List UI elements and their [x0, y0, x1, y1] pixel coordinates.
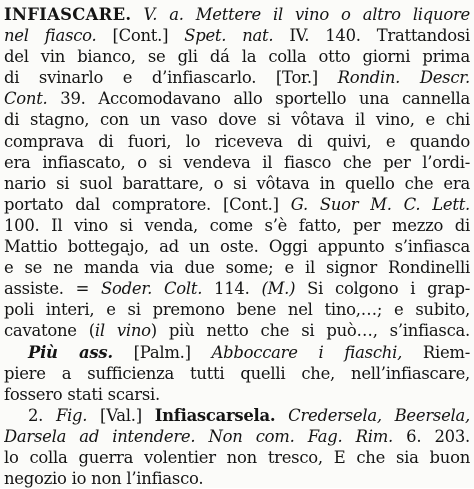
text-run: Si colgono i grap-	[295, 279, 470, 299]
text-run: piere a sufficienza tutti quelli che, nell’infiascare,	[4, 363, 470, 383]
styled-text-run: il vino	[94, 321, 151, 341]
entry-line	[4, 25, 470, 46]
styled-text-run: Rondin. Descr.	[337, 68, 470, 88]
text-run: era infiascato, o si vendeva il fiasco che per l’ordi-	[4, 152, 470, 172]
entry-line	[4, 131, 470, 152]
text-run: 100. Il vino si venda, come s’è fatto, per mezzo di	[4, 215, 470, 235]
text-run: fossero stati scarsi.	[4, 384, 160, 404]
entry-line	[4, 88, 470, 109]
entry-line	[4, 194, 470, 215]
text-run: 39. Accomodavano allo sportello una cannella	[47, 89, 470, 109]
entry-line	[4, 363, 470, 384]
text-run: ) più netto che si può…, s’infiasca.	[150, 321, 470, 341]
text-run: del vin bianco, se gli dá la colla otto giorni prima	[4, 47, 470, 67]
entry-line-sense-2	[4, 405, 470, 426]
text-run: 114.	[202, 279, 262, 299]
text-run: assiste. =	[4, 279, 102, 299]
styled-text-run: Credersela, Beersela,	[288, 405, 470, 425]
styled-text-run: V. a. Mettere il vino o altro liquore	[143, 5, 470, 24]
text-run: negozio io non l’infiasco.	[4, 469, 204, 489]
entry-line	[4, 46, 470, 67]
text-run: poli interi, e si premono bene nel tino,…; e subito,	[4, 300, 470, 320]
text-run: 6. 203.	[392, 426, 470, 446]
styled-text-run: G. Suor M. C. Lett.	[290, 194, 470, 214]
text-run: e se ne manda via due some; e il signor Rondinelli	[4, 258, 470, 278]
text-run: portato dal compratore. [Cont.]	[4, 194, 291, 214]
text-run: [Val.]	[87, 405, 155, 425]
entry-line-last	[4, 468, 470, 489]
entry-line-subsense-piu-ass	[4, 342, 470, 363]
styled-text-run: INFIASCARE.	[4, 5, 132, 24]
text-run: cavatone (	[4, 321, 95, 341]
styled-text-run: Soder. Colt.	[101, 279, 203, 299]
entry-line	[4, 173, 470, 194]
styled-text-run: nel fiasco.	[4, 26, 97, 46]
styled-text-run: Più ass.	[28, 342, 113, 362]
styled-text-run: Darsela ad intendere. Non com. Fag. Rim.	[4, 426, 393, 446]
text-run: di svinarlo e d’infiascarlo. [Tor.]	[4, 68, 338, 88]
styled-text-run: Cont.	[4, 89, 48, 109]
styled-text-run: Spet. nat.	[184, 26, 274, 46]
styled-text-run: Infiascarsela.	[154, 405, 276, 425]
text-run: 2.	[28, 405, 56, 425]
text-run: nario si suol barattare, o si vôtava in quello che era	[4, 173, 470, 193]
dictionary-entry-infiascare	[4, 4, 470, 489]
styled-text-run: (M.)	[261, 279, 296, 299]
entry-line	[4, 152, 470, 173]
text-run: lo colla guerra volentier non tresco, E che sia buon	[4, 447, 470, 467]
styled-text-run: Abboccare i fiaschi,	[211, 342, 403, 362]
entry-line	[4, 320, 470, 341]
entry-line	[4, 215, 470, 236]
entry-line	[4, 299, 470, 320]
entry-line	[4, 4, 470, 25]
entry-line	[4, 426, 470, 447]
text-run: [Cont.]	[96, 26, 185, 46]
entry-line	[4, 67, 470, 88]
text-run: comprava di fuori, lo riceveva di quivi, e quando	[4, 131, 470, 151]
text-run: [Palm.]	[112, 342, 212, 362]
entry-line-last-of-paragraph	[4, 384, 470, 405]
entry-line	[4, 236, 470, 257]
text-run: IV. 140. Trattandosi	[273, 26, 470, 46]
entry-line	[4, 447, 470, 468]
entry-line	[4, 109, 470, 130]
text-run: di stagno, con un vaso dove si vôtava il vino, e chi	[4, 110, 470, 130]
text-run	[275, 406, 288, 425]
text-run: Mattio bottegajo, ad un oste. Oggi appunto s’infiasca	[4, 237, 470, 257]
text-run: Riem-	[402, 342, 470, 362]
styled-text-run: Fig.	[55, 405, 88, 425]
text-run	[131, 5, 143, 24]
entry-line	[4, 278, 470, 299]
entry-line	[4, 257, 470, 278]
